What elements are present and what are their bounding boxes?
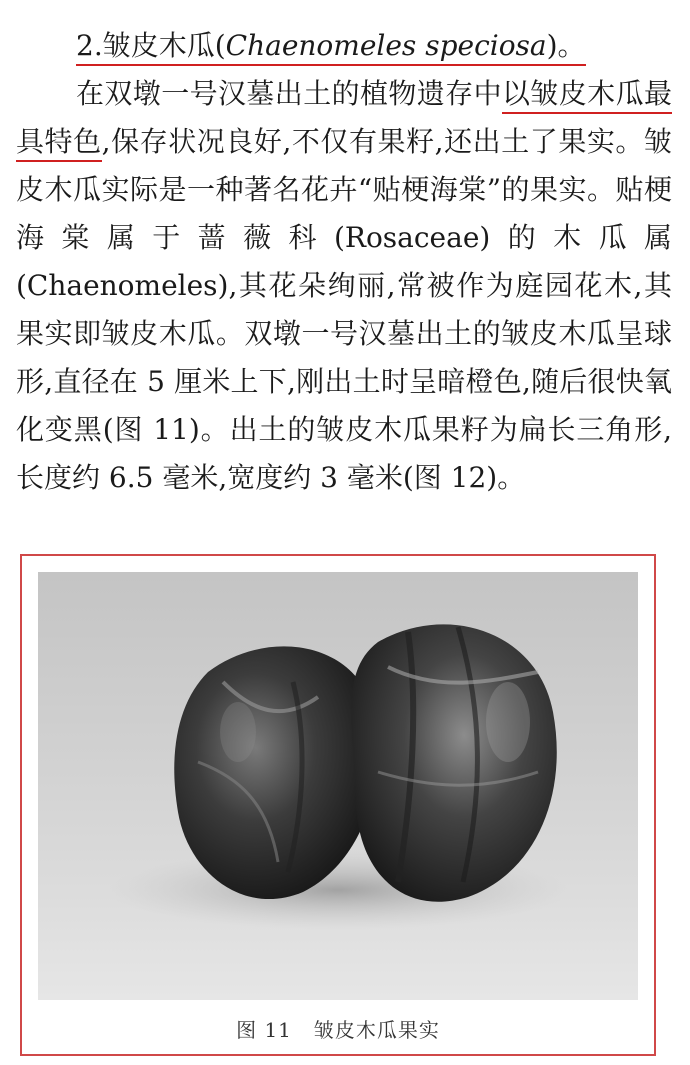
heading-close-paren: )。	[546, 29, 586, 62]
heading-open-paren: (	[214, 29, 226, 62]
quince-fruit-illustration	[38, 572, 638, 1000]
heading-number: 2.	[76, 29, 103, 62]
heading-name-latin: Chaenomeles speciosa	[225, 29, 547, 62]
figure-caption	[22, 1014, 654, 1043]
heading-name-cn: 皱皮木瓜	[102, 29, 215, 62]
caption-text: 皱皮木瓜果实	[313, 1018, 440, 1042]
body-paragraph	[16, 70, 672, 502]
left-highlight	[220, 702, 256, 762]
right-fruit-half	[351, 624, 557, 901]
paragraph-part1: 在双墩一号汉墓出土的植物遗存中	[76, 77, 502, 110]
quince-fruit-photo	[38, 572, 638, 1000]
section-heading	[16, 22, 672, 70]
paragraph-part2: ,保存状况良好,不仅有果籽,还出土了果实。皱皮木瓜实际是一种著名花卉“贴梗海棠”的果实。贴梗海棠属于蔷薇科(Rosaceae)的木瓜属(Chaenomeles),其花朵绚丽,常被作为庭园花木,其果实即皱皮木瓜。双墩一号汉墓出土的皱皮木瓜呈球形,直径在 5 厘米上下,刚出土时呈暗橙色,随后很快氧化变黑(图 11)。出土的皱皮木瓜果籽为扁长三角形, 长度约 6.5 毫米,宽度约 3 毫米(图 12)。	[16, 125, 672, 494]
heading-underlined	[76, 29, 586, 66]
paragraph-highlight: 以皱皮木瓜最具特色	[16, 77, 672, 162]
article-text	[16, 22, 672, 502]
caption-number: 图 11	[236, 1018, 292, 1042]
figure-11-frame	[20, 554, 656, 1056]
right-highlight	[486, 682, 530, 762]
